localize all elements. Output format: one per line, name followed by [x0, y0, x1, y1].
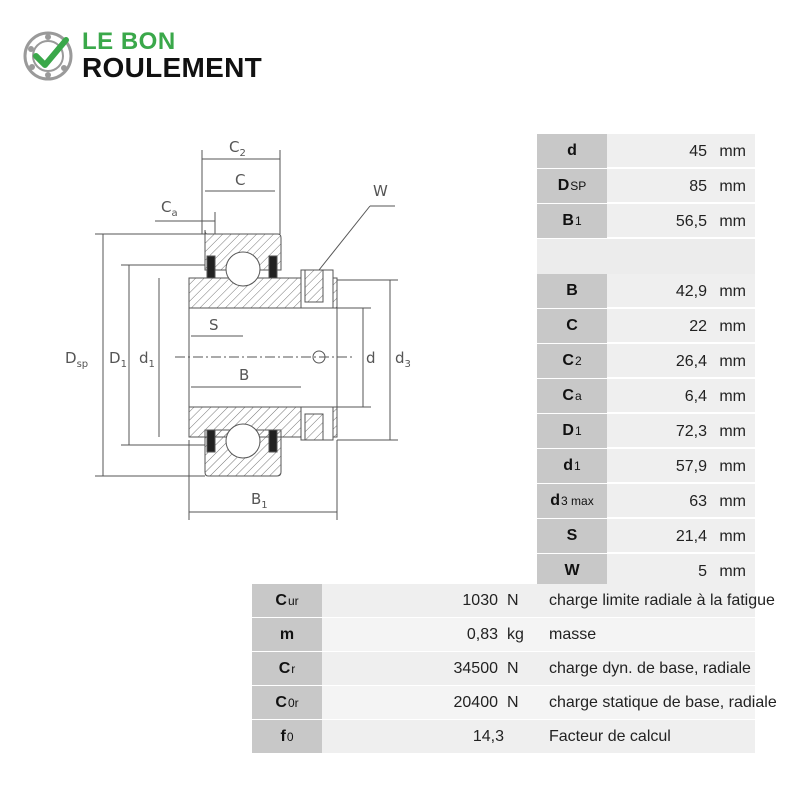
parameter-symbol-subscript: r [291, 661, 296, 676]
label-ca: $C_a$ [161, 198, 178, 219]
dimensions-group-bottom [537, 274, 755, 589]
label-s: S [209, 316, 219, 334]
property-unit: kg [507, 626, 524, 643]
property-description: charge dyn. de base, radiale [549, 660, 751, 677]
dimension-value-cell [607, 449, 755, 483]
parameter-symbol-main: d [563, 457, 574, 474]
dimension-value: 22 [689, 318, 707, 335]
parameter-symbol-subscript: ur [287, 593, 299, 608]
parameter-symbol [537, 484, 607, 519]
bearing-cross-section-diagram [55, 130, 435, 520]
parameter-symbol-subscript: 2 [574, 354, 582, 368]
dimensions-group-top [537, 134, 755, 239]
parameter-symbol-main: S [566, 527, 578, 544]
dimension-value: 42,9 [675, 283, 707, 300]
dimension-row [537, 344, 755, 379]
dimension-unit: mm [719, 353, 746, 370]
parameter-symbol-main: C [275, 591, 287, 609]
dimensions-separator [537, 239, 755, 274]
property-value-cell [322, 652, 755, 686]
dimension-row [537, 484, 755, 519]
dimension-unit: mm [719, 143, 746, 160]
parameter-symbol-main: B [562, 212, 574, 229]
label-b: B [239, 366, 250, 384]
property-row [252, 584, 775, 618]
dimension-row [537, 309, 755, 344]
property-value: 1030 [462, 592, 498, 609]
dimension-unit: mm [719, 318, 746, 335]
dimension-row [537, 379, 755, 414]
dimension-unit: mm [719, 423, 746, 440]
property-value: 0,83 [466, 626, 498, 643]
dimension-value-cell [607, 554, 755, 588]
dimension-value-cell [607, 484, 755, 518]
dimension-value: 63 [689, 493, 707, 510]
dimension-unit: mm [719, 388, 746, 405]
parameter-symbol-main: d [550, 492, 561, 509]
parameter-symbol [252, 618, 322, 652]
brand-logo[interactable] [22, 28, 312, 84]
parameter-symbol-main: W [564, 562, 580, 579]
property-description: masse [549, 626, 597, 643]
parameter-symbol-subscript: 1 [574, 459, 581, 473]
parameter-symbol-subscript: 0 [286, 729, 294, 744]
dimension-value-cell [607, 274, 755, 308]
dimensions-table [537, 134, 755, 589]
parameter-symbol [537, 309, 607, 344]
dimension-row [537, 519, 755, 554]
property-value-cell [322, 686, 777, 720]
property-description: charge statique de base, radiale [549, 694, 777, 711]
parameter-symbol-subscript: 1 [574, 424, 582, 438]
load-properties-table [252, 584, 777, 754]
dimension-value: 21,4 [675, 528, 707, 545]
dimension-value-cell [607, 309, 755, 343]
label-d1-small: $d_1$ [139, 349, 155, 370]
dimension-value: 26,4 [675, 353, 707, 370]
label-d1-big: $D_1$ [109, 349, 127, 370]
parameter-symbol-main: B [566, 282, 578, 299]
ball-lower [226, 424, 260, 458]
parameter-symbol-subscript: 1 [574, 214, 582, 228]
parameter-symbol-main: d [567, 142, 577, 159]
dimension-value-cell [607, 379, 755, 413]
parameter-symbol [537, 134, 607, 169]
property-value-cell [322, 618, 755, 652]
parameter-symbol-main: D [562, 422, 574, 439]
dimension-value: 56,5 [675, 213, 707, 230]
dimension-unit: mm [719, 493, 746, 510]
property-unit: N [507, 660, 519, 677]
dimension-row [537, 169, 755, 204]
parameter-symbol [537, 414, 607, 449]
label-w: W [373, 182, 388, 200]
parameter-symbol-subscript: 0r [287, 695, 299, 710]
dimension-value: 5 [698, 563, 707, 580]
parameter-symbol [252, 720, 322, 754]
dimension-unit: mm [719, 213, 746, 230]
dimension-value-cell [607, 519, 755, 553]
property-row [252, 720, 755, 754]
dimension-unit: mm [719, 458, 746, 475]
parameter-symbol-main: D [557, 177, 570, 194]
dimension-row [537, 204, 755, 239]
logo-text-line1: LE BON [82, 28, 176, 55]
logo-text-line2: ROULEMENT [82, 52, 263, 83]
parameter-symbol [537, 519, 607, 554]
dimension-value: 45 [689, 143, 707, 160]
dimension-value: 85 [689, 178, 707, 195]
property-value-cell [322, 584, 775, 618]
label-dsp: $D_{sp}$ [65, 349, 89, 370]
dimension-unit: mm [719, 178, 746, 195]
dimension-value-cell [607, 414, 755, 448]
dimension-row [537, 414, 755, 449]
dimension-value: 72,3 [675, 423, 707, 440]
parameter-symbol [537, 204, 607, 239]
parameter-symbol-main: m [279, 625, 295, 643]
dimension-value-cell [607, 169, 755, 203]
parameter-symbol-main: C [562, 387, 574, 404]
label-c2: $C_2$ [229, 138, 246, 159]
ball-upper [226, 252, 260, 286]
parameter-symbol [537, 379, 607, 414]
property-value: 14,3 [472, 728, 504, 745]
property-description: charge limite radiale à la fatigue [549, 592, 775, 609]
dimension-unit: mm [719, 283, 746, 300]
property-unit: N [507, 694, 519, 711]
parameter-symbol [537, 274, 607, 309]
parameter-symbol [537, 449, 607, 484]
parameter-symbol-main: C [566, 317, 578, 334]
property-row [252, 652, 755, 686]
property-value: 20400 [453, 694, 498, 711]
dimension-row [537, 274, 755, 309]
property-value: 34500 [453, 660, 498, 677]
property-value-cell [322, 720, 755, 754]
dimension-value: 6,4 [684, 388, 707, 405]
parameter-symbol [537, 169, 607, 204]
parameter-symbol-main: C [278, 659, 291, 677]
dimension-unit: mm [719, 528, 746, 545]
dimension-value-cell [607, 134, 755, 168]
parameter-symbol [252, 686, 322, 720]
property-row [252, 686, 777, 720]
label-c: C [235, 171, 246, 189]
dimension-value-cell [607, 344, 755, 378]
parameter-symbol-subscript: SP [570, 179, 587, 193]
parameter-symbol-main: f [280, 727, 286, 745]
parameter-symbol-main: C [275, 693, 287, 711]
parameter-symbol-subscript: 3 max [561, 494, 594, 508]
bearing-check-icon [22, 28, 76, 82]
dimension-unit: mm [719, 563, 746, 580]
label-d3: $d_3$ [395, 349, 411, 370]
property-description: Facteur de calcul [549, 728, 671, 745]
parameter-symbol [252, 584, 322, 618]
parameter-symbol-main: C [562, 352, 574, 369]
dimension-value-cell [607, 204, 755, 238]
dimension-row [537, 134, 755, 169]
bearing-technical-drawing [55, 130, 435, 520]
parameter-symbol-subscript: a [574, 389, 582, 403]
dimension-row [537, 449, 755, 484]
label-d: d [366, 349, 376, 367]
property-unit: N [507, 592, 519, 609]
parameter-symbol [252, 652, 322, 686]
parameter-symbol [537, 344, 607, 379]
dimension-value: 57,9 [675, 458, 707, 475]
label-b1: $B_1$ [251, 490, 268, 511]
property-row [252, 618, 755, 652]
